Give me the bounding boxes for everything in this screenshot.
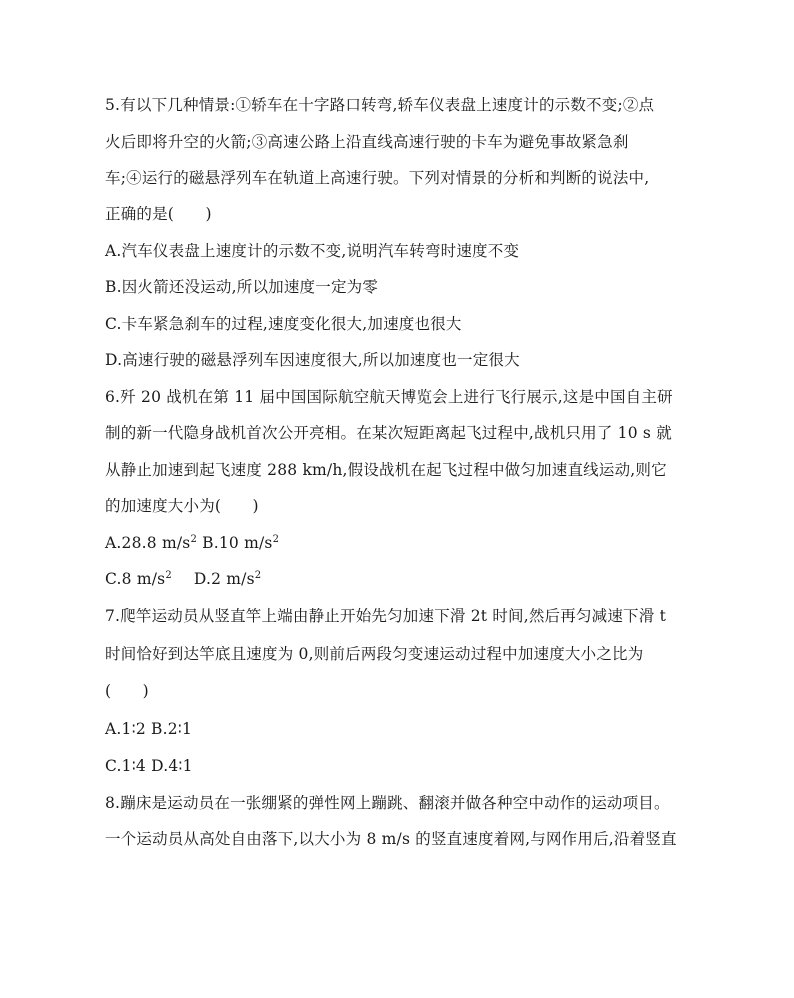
q5-option-d: D.高速行驶的磁悬浮列车因速度很大,所以加速度也一定很大 bbox=[105, 351, 520, 369]
q6-option-a: A.28.8 m/s bbox=[105, 534, 191, 552]
q6-stem-line-1: 6.歼 20 战机在第 11 届中国国际航空航天博览会上进行飞行展示,这是中国自主研 bbox=[105, 388, 673, 406]
q7-options-row-2: C.1∶4 D.4∶1 bbox=[105, 757, 193, 775]
q7-options-row-1: A.1∶2 B.2∶1 bbox=[105, 720, 193, 738]
q6-option-d: D.2 m/s bbox=[193, 570, 255, 588]
q5-stem-line-4: 正确的是( ) bbox=[105, 205, 212, 223]
q6-option-c-exponent: 2 bbox=[165, 569, 172, 581]
q5-stem-line-2: 火后即将升空的火箭;③高速公路上沿直线高速行驶的卡车为避免事故紧急刹 bbox=[105, 133, 629, 151]
q5-option-a: A.汽车仪表盘上速度计的示数不变,说明汽车转弯时速度不变 bbox=[105, 242, 520, 260]
q6-option-b: B.10 m/s bbox=[197, 534, 273, 552]
q6-option-a-exponent: 2 bbox=[190, 533, 197, 545]
q7-stem-line-1: 7.爬竿运动员从竖直竿上端由静止开始先匀加速下滑 2t 时间,然后再匀减速下滑 t bbox=[105, 607, 667, 625]
q6-stem-line-3: 从静止加速到起飞速度 288 km/h,假设战机在起飞过程中做匀加速直线运动,则它 bbox=[105, 461, 667, 479]
q8-stem-line-1: 8.蹦床是运动员在一张绷紧的弹性网上蹦跳、翻滚并做各种空中动作的运动项目。 bbox=[105, 794, 670, 812]
q7-stem-line-3: ( ) bbox=[105, 682, 149, 700]
q6-stem-line-2: 制的新一代隐身战机首次公开亮相。在某次短距离起飞过程中,战机只用了 10 s 就 bbox=[105, 424, 672, 442]
q5-option-c: C.卡车紧急刹车的过程,速度变化很大,加速度也很大 bbox=[105, 315, 462, 333]
q6-options-row-1 bbox=[105, 532, 279, 554]
q6-option-c: C.8 m/s bbox=[105, 570, 166, 588]
q5-stem-line-3: 车;④运行的磁悬浮列车在轨道上高速行驶。下列对情景的分析和判断的说法中, bbox=[105, 169, 650, 187]
q6-stem-line-4: 的加速度大小为( ) bbox=[105, 497, 259, 515]
q6-options-row-2 bbox=[105, 568, 261, 590]
q5-stem-line-1: 5.有以下几种情景:①轿车在十字路口转弯,轿车仪表盘上速度计的示数不变;②点 bbox=[105, 96, 655, 114]
q6-option-d-exponent: 2 bbox=[254, 569, 262, 581]
q7-stem-line-2: 时间恰好到达竿底且速度为 0,则前后两段匀变速运动过程中加速度大小之比为 bbox=[105, 645, 644, 663]
q8-stem-line-2: 一个运动员从高处自由落下,以大小为 8 m/s 的竖直速度着网,与网作用后,沿着竖直 bbox=[105, 830, 677, 848]
q5-option-b: B.因火箭还没运动,所以加速度一定为零 bbox=[105, 278, 379, 296]
q6-option-b-exponent: 2 bbox=[272, 533, 280, 545]
